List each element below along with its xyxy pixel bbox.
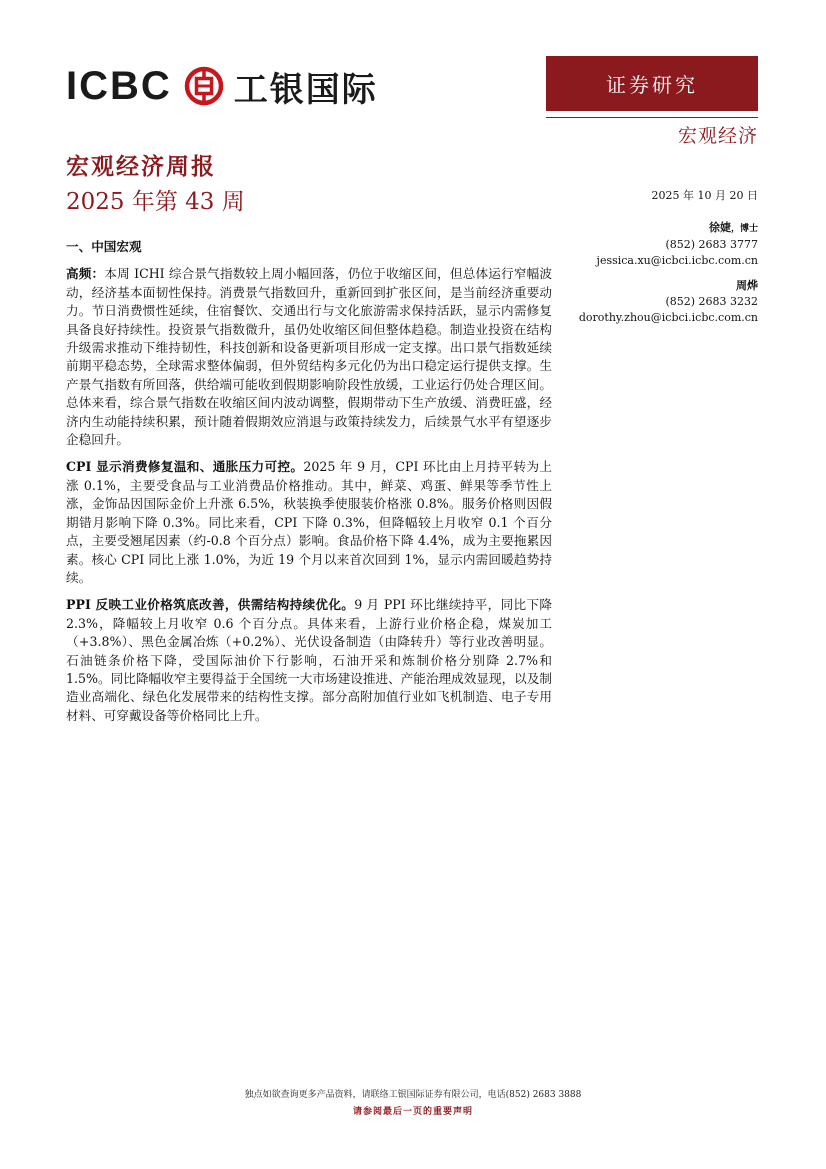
author-email[interactable]: dorothy.zhou@icbci.icbc.com.cn (578, 311, 758, 324)
brand-logo (66, 60, 378, 112)
logo-text-en: ICBC (66, 63, 172, 108)
section-heading: 一、中国宏观 (66, 239, 142, 254)
paragraph-text: 本周 ICHI 综合景气指数较上周小幅回落，仍位于收缩区间，但总体运行窄幅波动，经济基本面韧性保持。消费景气指数回升，重新回到扩张区间，是当前经济重要动力。节日消费惯性延续，住宿餐饮、交通出行与文化旅游需求保持活跃，显示内需修复具备良好持续性。投资景气指数微升，虽仍处收缩区间但整体趋稳。制造业投资在结构升级需求推动下维持韧性，科技创新和设备更新项目形成一定支撑。出口景气指数延续前期平稳态势，全球需求整体偏弱，但外贸结构多元化仍为出口稳定运行提供支撑。生产景气指数有所回落，供给端可能收到假期影响阶段性放缓，工业运行仍处合理区间。总体来看，综合景气指数在收缩区间内波动调整，假期带动下生产放缓、消费旺盛，经济内生动能持续积累，预计随着假期效应消退与政策持续发力，后续景气水平有望逐步企稳回升。 (66, 266, 553, 448)
author-phone: (852) 2683 3777 (665, 238, 758, 251)
report-category: 宏观经济 (677, 125, 758, 147)
paragraph-text: 9 月 PPI 环比继续持平，同比下降 2.3%，降幅较上月收窄 0.6 个百分点。具体来看，上游行业价格企稳，煤炭加工（+3.8%）、黑色金属冶炼（+0.2%）、光伏设备制造（由降转升）等行业改善明显。石油链条价格下降，受国际油价下行影响，石油开采和炼制价格分别降 2.7%和 1.5%。同比降幅收窄主要得益于全国统一大市场建设推进、产能治理成效显现，以及制造业高端化、绿色化发展带来的结构性支撑。部分高附加值行业如飞机制造、电子专用材料、可穿戴设备等价格同比上升。 (66, 597, 552, 723)
paragraph-lead: PPI 反映工业价格筑底改善，供需结构持续优化。 (66, 597, 355, 613)
author-card (579, 278, 758, 326)
paragraph-lead: 高频： (66, 266, 105, 282)
author-list (579, 220, 758, 335)
paragraph-text: 2025 年 9 月，CPI 环比由上月持平转为上涨 0.1%，主要受食品与工业消费品价格推动。其中，鲜菜、鸡蛋、鲜果等季节性上涨，金饰品因国际金价上升涨 6.5%，秋装换季使服装价格涨 0.8%。服务价格则因假期错月影响下降 0.3%。同比来看，CPI 下降 0.3%，但降幅较上月收窄 0.1 个百分点，主要受翘尾因素（约-0.8 个百分点）影响。食品价格下降 4.4%，成为主要拖累因素。核心 CPI 同比上涨 1.0%，为近 19 个月以来首次回到 1%，显示内需回暖趋势持续。 (66, 459, 552, 585)
paragraph-lead: CPI 显示消费修复温和、通胀压力可控。 (66, 459, 304, 475)
logo-text-cn: 工银国际 (233, 69, 378, 110)
author-name: 徐婕，博士 (708, 221, 758, 234)
author-email[interactable]: jessica.xu@icbci.icbc.com.cn (596, 254, 758, 267)
author-phone: (852) 2683 3232 (665, 295, 758, 308)
icbc-emblem-icon (184, 66, 224, 106)
footer-contact: 独点如欲查询更多产品资料，请联络工银国际证券有限公司，电话(852) 2683 3888 (244, 1090, 582, 1100)
report-subtitle: 2025 年第 43 周 (66, 189, 245, 215)
report-date: 2025 年 10 月 20 日 (651, 189, 758, 202)
report-title: 宏观经济周报 (66, 153, 216, 180)
author-name: 周烨 (736, 279, 758, 292)
paragraph-ppi (66, 596, 552, 725)
author-card (579, 220, 758, 269)
section-banner: 证券研究 (546, 56, 758, 111)
report-body (66, 238, 552, 734)
paragraph-cpi (66, 458, 552, 587)
paragraph-high-frequency (66, 265, 552, 449)
page-footer (0, 1087, 826, 1117)
banner-divider (546, 117, 758, 118)
footer-disclaimer: 请参阅最后一页的重要声明 (352, 1107, 473, 1117)
